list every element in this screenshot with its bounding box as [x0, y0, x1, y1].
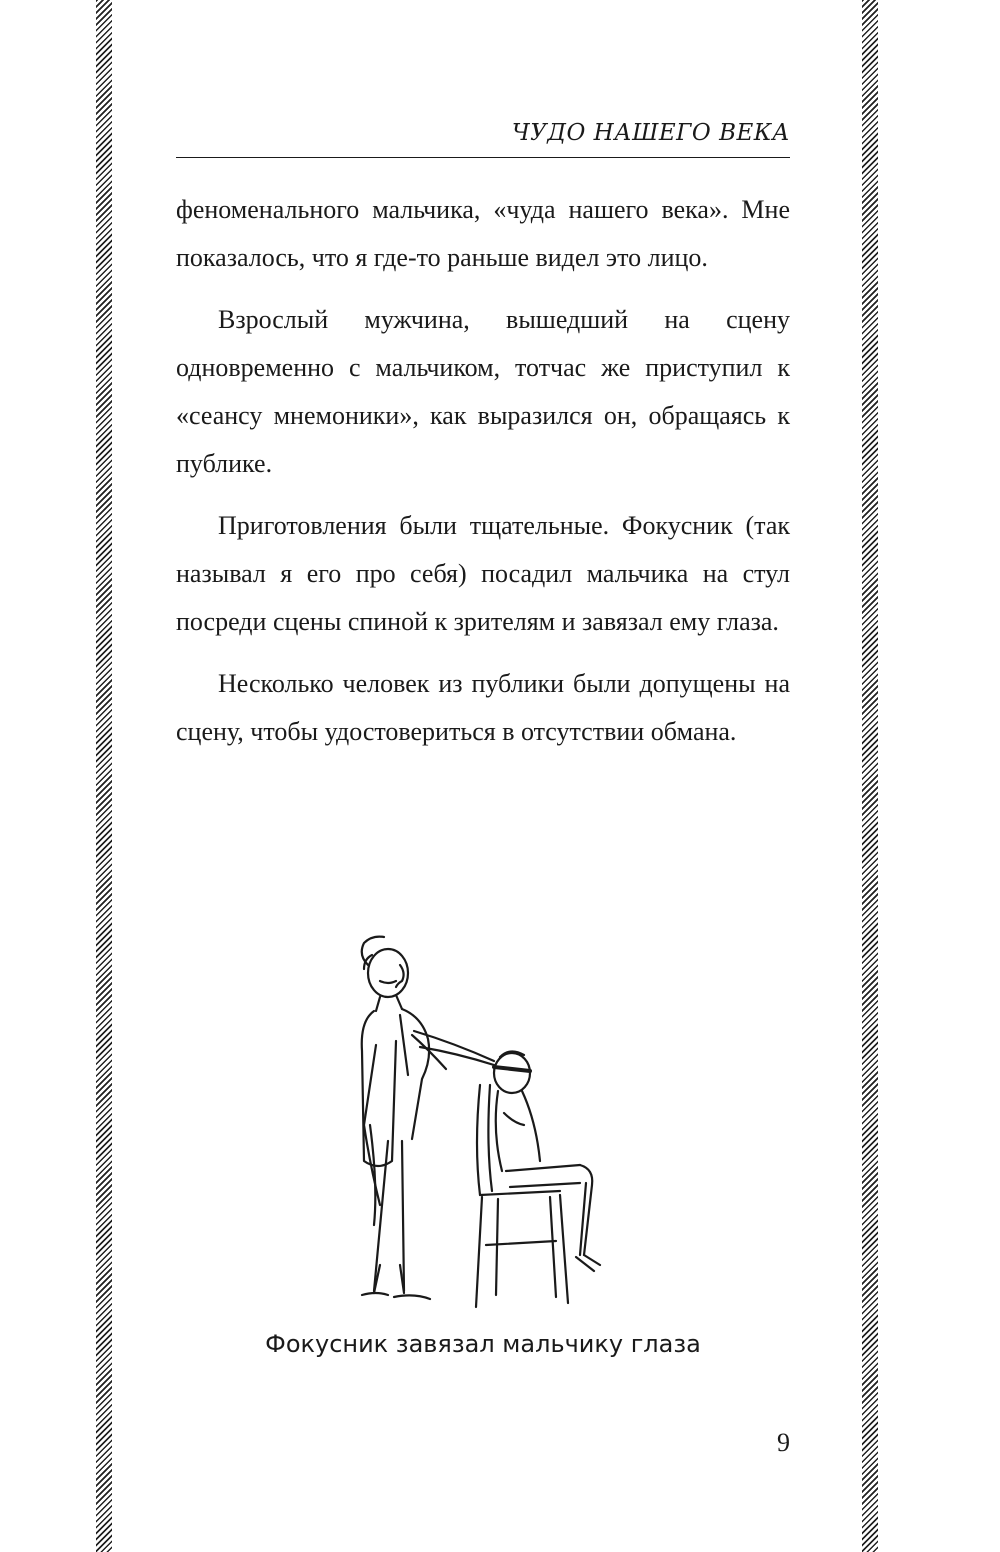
illustration — [340, 935, 630, 1315]
running-head: ЧУДО НАШЕГО ВЕКА — [511, 120, 790, 146]
paragraph: Несколько человек из публики были допущены на сцену, чтобы удостовериться в отсутствии обмана. — [176, 669, 790, 746]
magician-and-boy-drawing — [340, 935, 630, 1315]
figure-caption: Фокусник завязал мальчику глаза — [265, 1330, 701, 1358]
paragraph: Приготовления были тщательные. Фокусник (так называл я его про себя) посадил мальчика на стул посреди сцены спиной к зрителям и завязал ему глаза. — [176, 511, 790, 636]
body-text — [176, 186, 790, 770]
header-rule — [176, 157, 790, 158]
paragraph: феноменального мальчика, «чуда нашего века». Мне показалось, что я где-то раньше видел это лицо. — [176, 195, 790, 272]
decorative-border-left — [96, 0, 112, 1552]
decorative-border-right — [862, 0, 878, 1552]
paragraph: Взрослый мужчина, вышедший на сцену одновременно с мальчиком, тотчас же приступил к «сеансу мнемоники», как выразился он, обращаясь к публике. — [176, 305, 790, 478]
page-number: 9 — [777, 1428, 790, 1457]
